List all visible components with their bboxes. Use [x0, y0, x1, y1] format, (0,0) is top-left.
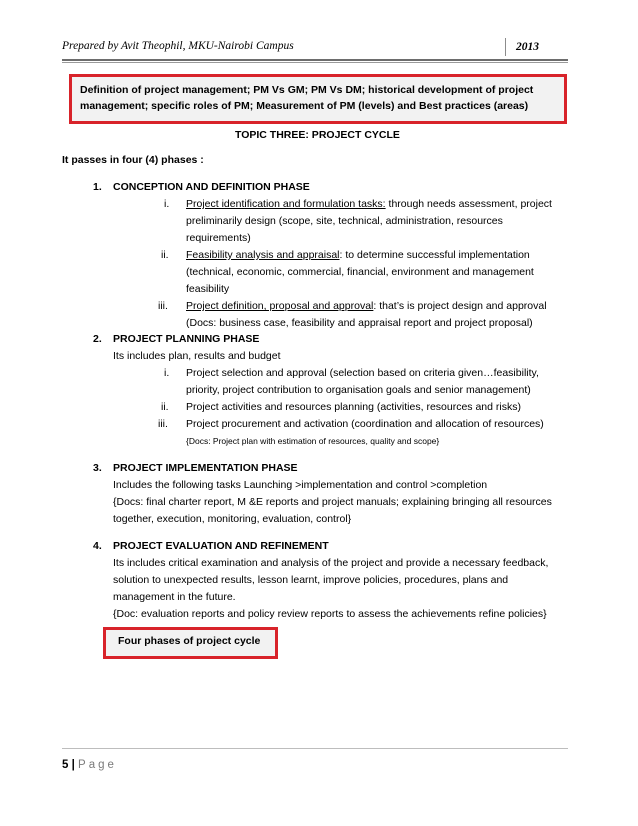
phase4-title: PROJECT EVALUATION AND REFINEMENT: [113, 540, 329, 552]
phase1-item2-numeral: ii.: [161, 249, 169, 261]
intro-text: It passes in four (4) phases :: [62, 154, 204, 166]
phase1-item1-line2: preliminarily design (scope, site, technical, administration, resources: [186, 215, 503, 227]
phase3-line1: Includes the following tasks Launching >implementation and control >completion: [113, 479, 488, 491]
phases-caption-box: [103, 627, 278, 659]
definition-box: [69, 74, 567, 124]
phase3-line2: {Docs: final charter report, M &E reports and project manuals; explaining bringing all resources: [113, 496, 552, 508]
phase1-item3-underlined: Project definition, proposal and approval: [186, 300, 374, 312]
phase1-item2-line3: feasibility: [186, 283, 230, 295]
definition-text: Definition of project management; PM Vs GM; PM Vs DM; historical development of project management; specific roles of PM; Measurement of PM (levels) and Best practices (areas): [80, 84, 534, 112]
phase1-item1-line1: [186, 196, 552, 213]
phase1-item3-line2: (Docs: business case, feasibility and appraisal report and project proposal): [186, 317, 533, 329]
phase2-title: PROJECT PLANNING PHASE: [113, 333, 260, 345]
page-separator: |: [71, 759, 75, 771]
phase2-item1-line2: priority, project contribution to organisation goals and senior management): [186, 384, 531, 396]
phase1-item3-line1: [186, 298, 547, 315]
phase4-number: 4.: [93, 540, 102, 552]
phase1-item1-line3: requirements): [186, 232, 251, 244]
page-footer: [62, 759, 117, 771]
page-number: 5: [62, 759, 69, 771]
phase2-item3-line1: Project procurement and activation (coordination and allocation of resources): [186, 418, 544, 430]
phase2-intro: Its includes plan, results and budget: [113, 350, 281, 362]
phase1-item2-rest: : to determine successful implementation: [339, 249, 530, 261]
phase1-number: 1.: [93, 181, 102, 193]
phase4-line4: {Doc: evaluation reports and policy review reports to assess the achievements refine policies}: [113, 608, 547, 620]
phase4-line3: management in the future.: [113, 591, 236, 603]
phase1-item3-rest: : that’s is project design and approval: [373, 300, 547, 312]
phase1-item1-underlined: Project identification and formulation tasks:: [186, 198, 386, 210]
phase2-docs: {Docs: Project plan with estimation of resources, quality and scope}: [186, 436, 440, 446]
header-year: 2013: [505, 38, 567, 56]
phase2-item2-numeral: ii.: [161, 401, 169, 413]
phase2-item2-line1: Project activities and resources planning (activities, resources and risks): [186, 401, 521, 413]
phase3-line3: together, execution, monitoring, evaluation, control}: [113, 513, 352, 525]
header-divider-thin: [62, 62, 568, 63]
phase1-item3-numeral: iii.: [158, 300, 168, 312]
phase1-item1-numeral: i.: [164, 198, 170, 210]
phase2-item1-numeral: i.: [164, 367, 170, 379]
phase1-title: CONCEPTION AND DEFINITION PHASE: [113, 181, 310, 193]
phase4-line2: solution to unexpected results, lesson learnt, improve policies, procedures, plans and: [113, 574, 509, 586]
phase1-item1-rest: through needs assessment, project: [385, 198, 552, 210]
phase3-number: 3.: [93, 462, 102, 474]
phase1-item2-underlined: Feasibility analysis and appraisal: [186, 249, 340, 261]
phases-caption-text: Four phases of project cycle: [118, 635, 261, 647]
header-author: Prepared by Avit Theophil, MKU-Nairobi Campus: [62, 40, 294, 52]
phase2-number: 2.: [93, 333, 102, 345]
phase3-title: PROJECT IMPLEMENTATION PHASE: [113, 462, 298, 474]
header-divider: [62, 59, 568, 61]
phase2-item1-line1: Project selection and approval (selection based on criteria given…feasibility,: [186, 367, 539, 379]
phase1-item2-line2: (technical, economic, commercial, financial, environment and management: [186, 266, 534, 278]
phase1-item2-line1: [186, 247, 530, 264]
page-label: Page: [78, 759, 117, 771]
phase4-line1: Its includes critical examination and analysis of the project and provide a necessary feedback,: [113, 557, 549, 569]
topic-title: TOPIC THREE: PROJECT CYCLE: [235, 129, 400, 141]
footer-divider: [62, 748, 568, 749]
phase2-item3-numeral: iii.: [158, 418, 168, 430]
